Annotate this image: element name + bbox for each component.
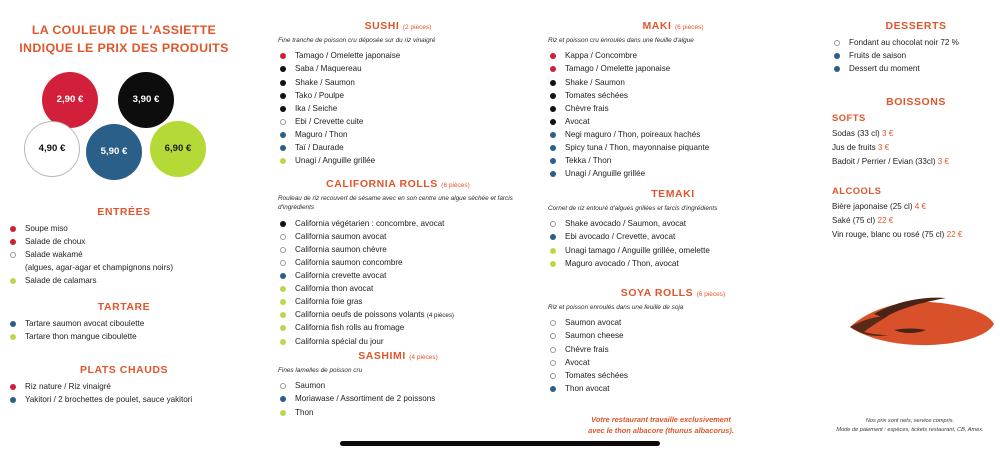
price-dot-red-icon [10, 226, 16, 232]
item-label: Negi maguro / Thon, poireaux hachés [565, 129, 701, 139]
item-label: California foie gras [295, 297, 363, 307]
item-label: Maguro / Thon [295, 129, 348, 139]
section-title-desserts: DESSERTS [885, 20, 947, 32]
price-dot-blue-icon [550, 158, 556, 164]
list-item [8, 380, 240, 393]
item-label: Yakitori / 2 brochettes de poulet, sauce yakitori [25, 395, 193, 405]
price-legend-circles [24, 72, 224, 192]
item-pieces-note: (4 pièces) [426, 312, 454, 320]
section-title-soya-rolls [548, 287, 798, 299]
list-item [278, 141, 518, 154]
price-dot-white-icon [550, 221, 556, 227]
item-label: Dessert du moment [849, 64, 920, 74]
list-item [8, 317, 240, 330]
item-label: Tamago / Omelette japonaise [565, 64, 671, 74]
item-label: California thon avocat [295, 284, 374, 294]
section-title-sushi [278, 20, 518, 32]
list-item [548, 343, 798, 356]
list-item [548, 89, 798, 102]
section-pieces-note: (4 pièces) [409, 354, 438, 361]
list-item [832, 214, 1000, 228]
item-label: Tartare thon mangue ciboulette [25, 332, 137, 342]
section-sushi [278, 20, 518, 167]
item-label: Thon avocat [565, 383, 610, 393]
item-label: Tamago / Omelette japonaise [295, 51, 401, 61]
item-label: California crevette avocat [295, 271, 387, 280]
list-item [278, 89, 518, 102]
price-dot-white-icon [280, 260, 286, 266]
price-dot-red-icon [550, 66, 556, 72]
list-item [548, 257, 798, 270]
legal-note [820, 417, 1000, 435]
list-item [548, 230, 798, 243]
section-title-text: MAKI [642, 20, 672, 32]
section-title-tartare: TARTARE [97, 301, 151, 313]
price-dot-black-icon [280, 93, 286, 99]
price-dot-green-icon [280, 339, 286, 345]
section-description-maki: Riz et poisson cru enroulés dans une feuille d'algue [548, 37, 694, 44]
list-item [8, 330, 240, 343]
section-description-soya-rolls: Riz et poisson enroulés dans une feuille de soja [548, 304, 684, 311]
list-item [548, 115, 798, 128]
list-item [832, 62, 1000, 75]
tuna-note-line1: Votre restaurant travaille exclusivement [591, 415, 731, 424]
price-dot-red-icon [10, 239, 16, 245]
item-label: Saké (75 cl) [832, 215, 876, 225]
price-dot-white-icon [280, 119, 286, 125]
item-label: Moriawase / Assortiment de 2 poissons [295, 394, 436, 404]
list-item [548, 154, 798, 167]
price-circle-black: 3,90 € [118, 72, 174, 128]
maki-list [548, 49, 798, 180]
price-dot-black-icon [280, 66, 286, 72]
price-dot-blue-icon [550, 145, 556, 151]
list-item [278, 102, 518, 115]
item-label: California spécial du jour [295, 336, 384, 346]
item-label: Saumon cheese [565, 331, 624, 341]
list-item [548, 329, 798, 342]
item-label: California végétarien : concombre, avocat [295, 218, 445, 228]
desserts-list [832, 36, 1000, 75]
sashimi-list [278, 379, 518, 418]
section-california-rolls [278, 178, 518, 348]
item-label: Avocat [565, 357, 590, 367]
legal-line2: Mode de paiement : espèces, tickets restaurant, CB, Amex. [836, 427, 984, 434]
item-price: 3 € [877, 142, 890, 152]
list-item [278, 269, 518, 282]
list-item [548, 369, 798, 382]
item-label: Fondant au chocolat noir 72 % [849, 38, 959, 47]
item-label: Spicy tuna / Thon, mayonnaise piquante [565, 143, 710, 153]
item-label: Shake / Saumon [295, 77, 355, 87]
list-item [278, 243, 518, 256]
list-item [278, 62, 518, 75]
item-label: Chèvre frais [565, 344, 609, 354]
price-dot-blue-icon [550, 171, 556, 177]
price-circle-white: 4,90 € [24, 121, 80, 177]
list-item [278, 282, 518, 295]
item-label: Soupe miso [25, 224, 68, 233]
section-title-text: CALIFORNIA ROLLS [326, 178, 438, 190]
item-label: Shake / Saumon [565, 77, 625, 87]
tartare-list [8, 317, 240, 343]
item-price: 22 € [877, 215, 894, 225]
price-dot-black-icon [550, 106, 556, 112]
list-item [548, 167, 798, 180]
price-circle-blue: 5,90 € [86, 124, 142, 180]
item-label: Kappa / Concombre [565, 51, 637, 61]
column-legend-and-starters [0, 0, 248, 405]
price-dot-green-icon [280, 312, 286, 318]
list-item [548, 244, 798, 257]
item-price: 3 € [881, 129, 894, 138]
price-dot-white-icon [280, 234, 286, 240]
list-item [8, 222, 240, 235]
item-label: California fish rolls au fromage [295, 323, 405, 333]
list-item [278, 379, 518, 392]
tuna-note-line2: avec le thon albacore (thunus albacorus). [588, 426, 734, 436]
item-label: Salade wakamé [25, 250, 83, 260]
list-item [278, 321, 518, 334]
price-dot-white-icon [550, 373, 556, 379]
list-item [8, 248, 240, 274]
price-dot-green-icon [10, 278, 16, 284]
item-label: Tomates séchées [565, 90, 628, 100]
price-dot-green-icon [280, 325, 286, 331]
item-sublabel: (algues, agar-agar et champignons noirs) [25, 263, 174, 273]
item-label: California oeufs de poissons volants [295, 310, 425, 320]
soya-rolls-list [548, 316, 798, 395]
price-dot-green-icon [280, 410, 286, 416]
section-description-sushi: Fine tranche de poisson cru déposée sur du riz vinaigré [278, 37, 436, 44]
item-label: Shake avocado / Saumon, avocat [565, 219, 687, 229]
alcools-list [832, 200, 1000, 242]
list-item [548, 62, 798, 75]
list-item [548, 128, 798, 141]
list-item [548, 356, 798, 369]
item-label: Unagi / Anguille grillée [295, 156, 376, 166]
price-dot-blue-icon [280, 273, 286, 279]
item-label: Saumon [295, 381, 326, 391]
legal-line1: Nos prix sont nets, service compris. [865, 418, 955, 424]
price-dot-blue-icon [10, 397, 16, 403]
price-dot-black-icon [550, 119, 556, 125]
list-item [278, 335, 518, 348]
list-item [832, 155, 1000, 169]
item-label: Ika / Seiche [295, 103, 338, 113]
fish-illustration-icon [848, 272, 998, 367]
list-item [278, 115, 518, 128]
list-item [278, 230, 518, 243]
price-dot-white-icon [10, 252, 16, 258]
section-sashimi [278, 350, 518, 419]
section-boissons [832, 96, 1000, 257]
list-item [832, 200, 1000, 214]
section-title-california-rolls [278, 178, 518, 190]
list-item [278, 217, 518, 230]
list-item [278, 295, 518, 308]
list-item [832, 36, 1000, 49]
list-item [548, 217, 798, 230]
list-item [278, 154, 518, 167]
plats-chauds-list [8, 380, 240, 406]
price-legend-title-line1: LA COULEUR DE L'ASSIETTE [31, 23, 217, 37]
price-dot-white-icon [550, 360, 556, 366]
price-dot-red-icon [280, 53, 286, 59]
price-dot-green-icon [280, 158, 286, 164]
item-label: Saba / Maquereau [295, 64, 362, 74]
temaki-list [548, 217, 798, 269]
item-label: Tartare saumon avocat ciboulette [25, 319, 145, 328]
section-description-sashimi: Fines lamelles de poisson cru [278, 367, 363, 374]
item-label: California saumon concombre [295, 257, 403, 267]
price-dot-black-icon [550, 80, 556, 86]
price-dot-blue-icon [550, 234, 556, 240]
section-soya-rolls [548, 287, 798, 395]
section-tartare [8, 301, 240, 343]
price-dot-red-icon [550, 53, 556, 59]
price-dot-white-icon [280, 383, 286, 389]
item-label: Tako / Poulpe [295, 90, 345, 100]
section-pieces-note: (2 pièces) [402, 24, 432, 31]
list-item [8, 235, 240, 248]
item-price: 4 € [914, 201, 927, 211]
item-label: Jus de fruits [832, 142, 876, 152]
price-dot-green-icon [280, 299, 286, 305]
item-label: Tomates séchées [565, 370, 628, 380]
list-item [548, 49, 798, 62]
item-label: California saumon avocat [295, 231, 387, 241]
list-item [832, 49, 1000, 62]
section-title-text: SUSHI [364, 20, 400, 32]
bottom-black-bar [340, 441, 660, 446]
drinks-group-title-softs: SOFTS [832, 112, 866, 123]
section-plats-chauds [8, 364, 240, 406]
section-pieces-note: (6 pièces) [696, 291, 726, 298]
list-item [548, 102, 798, 115]
list-item [548, 76, 798, 89]
price-dot-blue-icon [280, 145, 286, 151]
section-title-text: TEMAKI [651, 188, 695, 200]
section-title-text: SASHIMI [358, 350, 406, 362]
item-label: Ebi / Crevette cuite [295, 116, 364, 126]
item-label: Chèvre frais [565, 103, 609, 113]
list-item [278, 406, 518, 419]
price-dot-white-icon [550, 347, 556, 353]
section-pieces-note: (6 pièces) [441, 182, 470, 189]
price-dot-red-icon [10, 384, 16, 390]
price-dot-black-icon [280, 106, 286, 112]
section-entrees [8, 206, 240, 288]
item-label: Fruits de saison [849, 51, 907, 61]
section-description-california-rolls: Rouleau de riz recouvert de sésame avec en son centre une algue séchée et farcis d'ingrédients [278, 195, 513, 212]
price-dot-green-icon [280, 286, 286, 292]
entrees-list [8, 222, 240, 288]
list-item [548, 316, 798, 329]
price-dot-blue-icon [10, 321, 16, 327]
section-title-text: SOYA ROLLS [620, 287, 694, 299]
list-item [278, 76, 518, 89]
price-dot-white-icon [834, 40, 840, 46]
price-dot-green-icon [550, 248, 556, 254]
price-dot-blue-icon [834, 66, 840, 72]
item-label: Avocat [565, 116, 590, 126]
item-label: Vin rouge, blanc ou rosé (75 cl) [832, 229, 945, 239]
price-circle-red: 2,90 € [42, 72, 98, 128]
price-dot-blue-icon [550, 132, 556, 138]
price-dot-black-icon [280, 221, 286, 227]
section-title-plats-chauds: PLATS CHAUDS [79, 364, 169, 376]
price-dot-white-icon [550, 320, 556, 326]
item-label: Unagi tamago / Anguille grillée, omelette [565, 245, 710, 255]
item-label: Salade de choux [25, 237, 86, 247]
list-item [278, 308, 518, 321]
price-dot-black-icon [550, 93, 556, 99]
price-dot-blue-icon [834, 53, 840, 59]
section-title-entrees: ENTRÉES [97, 206, 151, 218]
price-dot-white-icon [280, 247, 286, 253]
section-title-sashimi [278, 350, 518, 362]
drinks-group-title-alcools: ALCOOLS [832, 184, 882, 196]
list-item [832, 127, 1000, 141]
list-item [548, 382, 798, 395]
price-dot-blue-icon [280, 396, 286, 402]
item-price: 22 € [946, 229, 963, 239]
section-title-temaki [548, 188, 798, 200]
section-title-boissons: BOISSONS [886, 96, 946, 108]
item-label: Taï / Daurade [295, 143, 344, 153]
softs-list [832, 127, 1000, 169]
item-label: Tekka / Thon [565, 156, 612, 166]
list-item [278, 256, 518, 269]
list-item [8, 393, 240, 406]
item-label: Maguro avocado / Thon, avocat [565, 258, 679, 268]
item-label: Bière japonaise (25 cl) [832, 201, 913, 211]
item-label: Unagi / Anguille grillée [565, 169, 646, 179]
item-label: Salade de calamars [25, 276, 97, 286]
section-maki [548, 20, 798, 180]
price-dot-white-icon [550, 333, 556, 339]
section-pieces-note: (6 pièces) [674, 24, 704, 31]
item-label: Saumon avocat [565, 318, 622, 328]
tuna-sourcing-note [556, 414, 766, 436]
item-label: Riz nature / Riz vinaigré [25, 382, 111, 391]
item-label: Badoit / Perrier / Evian (33cl) [832, 156, 936, 166]
section-temaki [548, 188, 798, 270]
item-label: Sodas (33 cl) [832, 129, 880, 138]
price-dot-blue-icon [280, 132, 286, 138]
price-legend-title-line2: INDIQUE LE PRIX DES PRODUITS [19, 40, 229, 55]
item-label: Ebi avocado / Crevette, avocat [565, 232, 676, 242]
list-item [8, 274, 240, 287]
list-item [832, 141, 1000, 155]
california-rolls-list [278, 217, 518, 348]
section-description-temaki: Cornet de riz entouré d'algues grillées et farcis d'ingrédients [548, 205, 718, 212]
list-item [278, 49, 518, 62]
list-item [278, 392, 518, 405]
price-dot-black-icon [280, 80, 286, 86]
sushi-list [278, 49, 518, 167]
price-dot-green-icon [550, 261, 556, 267]
list-item [832, 228, 1000, 242]
price-circle-green: 6,90 € [150, 121, 206, 177]
list-item [548, 141, 798, 154]
item-label: California saumon chèvre [295, 244, 387, 254]
section-title-maki [548, 20, 798, 32]
price-legend-title [0, 22, 248, 58]
section-desserts [832, 20, 1000, 75]
item-price: 3 € [937, 156, 949, 166]
item-label: Thon [295, 407, 314, 417]
list-item [278, 128, 518, 141]
price-dot-green-icon [10, 334, 16, 340]
price-dot-blue-icon [550, 386, 556, 392]
